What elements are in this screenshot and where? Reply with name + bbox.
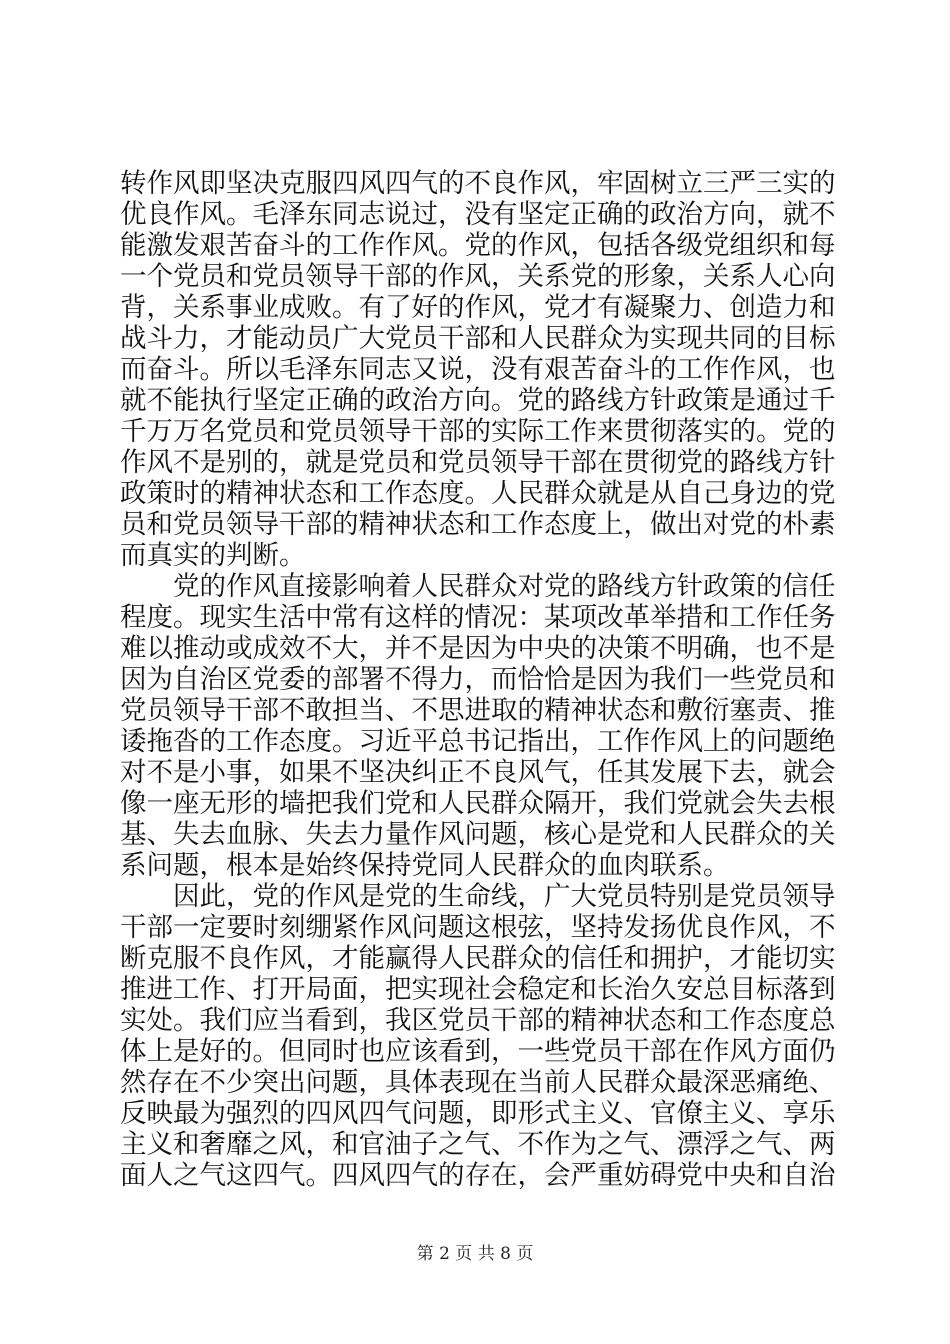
text-line: 基、失去血脉、失去力量作风问题，核心是党和人民群众的关 [120,819,836,850]
text-line: 断克服不良作风，才能赢得人民群众的信任和拥护，才能切实 [120,943,836,974]
text-line: 能激发艰苦奋斗的工作作风。党的作风，包括各级党组织和每 [120,230,836,261]
text-line: 面人之气这四气。四风四气的存在，会严重妨碍党中央和自治 [120,1160,836,1191]
text-line: 然存在不少突出问题，具体表现在当前人民群众最深恶痛绝、 [120,1067,836,1098]
text-line: 党的作风直接影响着人民群众对党的路线方针政策的信任 [120,571,836,602]
text-line: 而真实的判断。 [120,540,306,571]
text-line: 因此，党的作风是党的生命线，广大党员特别是党员领导 [120,881,836,912]
text-line: 程度。现实生活中常有这样的情况：某项改革举措和工作任务 [120,602,836,633]
text-line: 优良作风。毛泽东同志说过，没有坚定正确的政治方向，就不 [120,199,836,230]
document-body [120,168,840,1191]
text-line: 难以推动或成效不大，并不是因为中央的决策不明确，也不是 [120,633,836,664]
page-footer: 第 2 页 共 8 页 [416,1244,534,1264]
text-line: 干部一定要时刻绷紧作风问题这根弦，坚持发扬优良作风，不 [120,912,836,943]
text-line: 作风不是别的，就是党员和党员领导干部在贯彻党的路线方针 [120,447,836,478]
text-line: 转作风即坚决克服四风四气的不良作风，牢固树立三严三实的 [120,168,836,199]
text-line: 千万万名党员和党员领导干部的实际工作来贯彻落实的。党的 [120,416,836,447]
text-line: 背，关系事业成败。有了好的作风，党才有凝聚力、创造力和 [120,292,836,323]
text-line: 一个党员和党员领导干部的作风，关系党的形象，关系人心向 [120,261,836,292]
text-line: 反映最为强烈的四风四气问题，即形式主义、官僚主义、享乐 [120,1098,836,1129]
text-line: 系问题，根本是始终保持党同人民群众的血肉联系。 [120,850,730,881]
text-line: 像一座无形的墙把我们党和人民群众隔开，我们党就会失去根 [120,788,836,819]
text-line: 就不能执行坚定正确的政治方向。党的路线方针政策是通过千 [120,385,836,416]
text-line: 推进工作、打开局面，把实现社会稳定和长治久安总目标落到 [120,974,836,1005]
text-line: 员和党员领导干部的精神状态和工作态度上，做出对党的朴素 [120,509,836,540]
text-line: 因为自治区党委的部署不得力，而恰恰是因为我们一些党员和 [120,664,836,695]
text-line: 政策时的精神状态和工作态度。人民群众就是从自己身边的党 [120,478,836,509]
text-line: 对不是小事，如果不坚决纠正不良风气，任其发展下去，就会 [120,757,836,788]
text-line: 体上是好的。但同时也应该看到，一些党员干部在作风方面仍 [120,1036,836,1067]
text-line: 主义和奢靡之风，和官油子之气、不作为之气、漂浮之气、两 [120,1129,836,1160]
text-line: 诿拖沓的工作态度。习近平总书记指出，工作作风上的问题绝 [120,726,836,757]
text-line: 而奋斗。所以毛泽东同志又说，没有艰苦奋斗的工作作风，也 [120,354,836,385]
text-line: 实处。我们应当看到，我区党员干部的精神状态和工作态度总 [120,1005,836,1036]
text-line: 党员领导干部不敢担当、不思进取的精神状态和敷衍塞责、推 [120,695,836,726]
text-line: 战斗力，才能动员广大党员干部和人民群众为实现共同的目标 [120,323,836,354]
